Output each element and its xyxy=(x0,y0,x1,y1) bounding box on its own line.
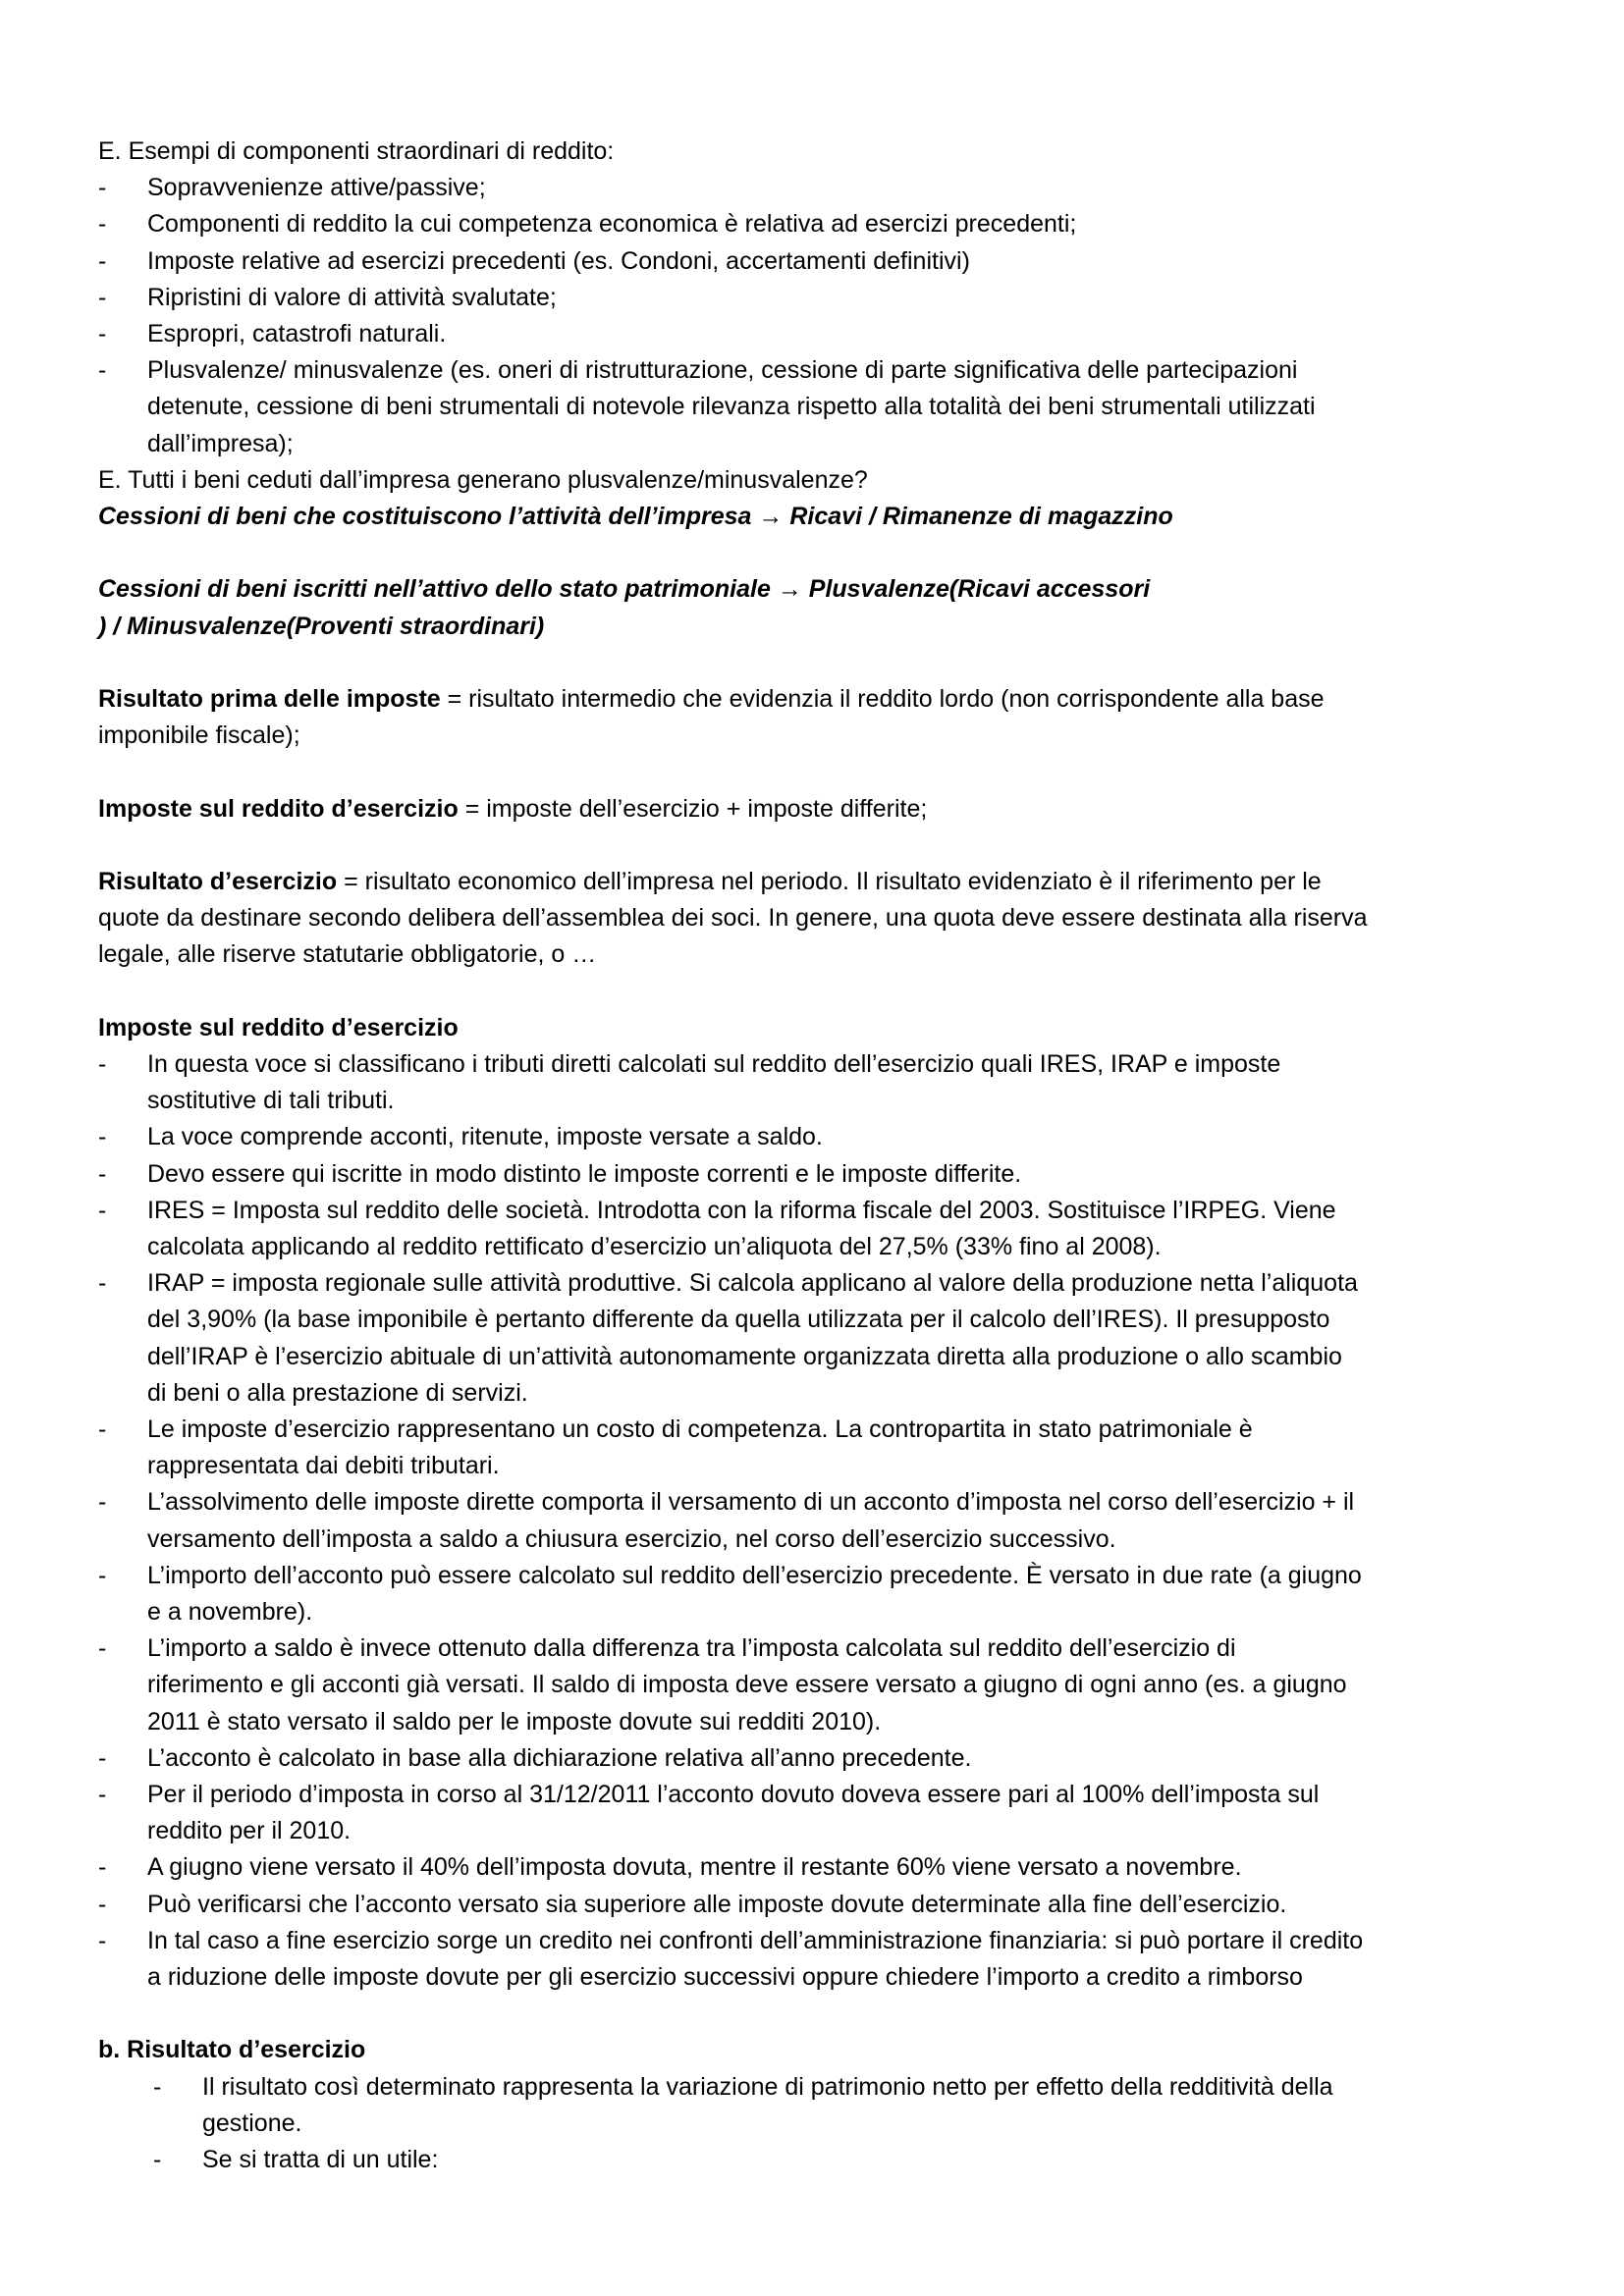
cessioni-attivo-continuation: ) / Minusvalenze(Proventi straordinari) xyxy=(98,612,545,640)
list-item xyxy=(98,1119,1532,1155)
list-item-line: Devo essere qui iscritte in modo distinto le imposte correnti e le imposte differite. xyxy=(147,1159,1022,1188)
spacer xyxy=(98,754,1532,790)
imposte-section-heading: Imposte sul reddito d’esercizio xyxy=(98,1013,459,1041)
right-arrow-icon: → xyxy=(777,575,802,604)
list-item xyxy=(98,1740,1532,1777)
bullet-dash: - xyxy=(98,1123,107,1151)
cessioni-attivo-result: Plusvalenze(Ricavi accessori xyxy=(808,575,1151,604)
list-item-text xyxy=(147,1849,1532,1886)
list-item xyxy=(98,1777,1532,1849)
list-item-line: IRAP = imposta regionale sulle attività produttive. Si calcola applicano al valore della produzione netta l’aliquota xyxy=(147,1269,1358,1298)
bullet-dash: - xyxy=(98,174,107,202)
definition-text: = risultato intermedio che evidenzia il reddito lordo (non corrispondente alla base xyxy=(440,685,1325,714)
list-item xyxy=(98,280,1532,316)
list-item xyxy=(98,170,1532,206)
bullet-dash: - xyxy=(98,1781,107,1809)
list-item xyxy=(98,243,1532,280)
bullet-dash: - xyxy=(98,1634,107,1663)
spacer xyxy=(98,645,1532,681)
list-item-line: Plusvalenze/ minusvalenze (es. oneri di ristrutturazione, cessione di parte significativa delle partecipazioni xyxy=(147,356,1298,385)
list-item-text xyxy=(147,1412,1532,1484)
bullet-dash: - xyxy=(98,1415,107,1444)
list-item xyxy=(98,1193,1532,1265)
cessioni-attivita-result: Ricavi / Rimanenze di magazzino xyxy=(789,503,1173,531)
list-item-line: Le imposte d’esercizio rappresentano un costo di competenza. La contropartita in stato patrimoniale è xyxy=(147,1415,1253,1444)
list-item-line: sostitutive di tali tributi. xyxy=(147,1087,395,1115)
bullet-dash: - xyxy=(98,1159,107,1188)
section-e2-heading: E. Tutti i beni ceduti dall’impresa generano plusvalenze/minusvalenze? xyxy=(98,465,868,494)
list-item-text xyxy=(147,1484,1532,1557)
list-item-text xyxy=(147,1046,1532,1119)
list-item-text xyxy=(147,1923,1532,1996)
list-item-line: calcolata applicando al reddito rettificato d’esercizio un’aliquota del 27,5% (33% fino al 2008). xyxy=(147,1233,1162,1261)
list-item-line: L’importo a saldo è invece ottenuto dalla differenza tra l’imposta calcolata sul reddito dell’esercizio di xyxy=(147,1634,1236,1663)
list-item-line: L’acconto è calcolato in base alla dichiarazione relativa all’anno precedente. xyxy=(147,1743,972,1772)
list-item xyxy=(98,1887,1532,1923)
list-item-line: 2011 è stato versato il saldo per le imposte dovute sui redditi 2010). xyxy=(147,1707,882,1735)
list-item-text xyxy=(147,1265,1532,1412)
bullet-dash: - xyxy=(98,1269,107,1298)
definition-text: quote da destinare secondo delibera dell’assemblea dei soci. In genere, una quota deve essere destinata alla riserva xyxy=(98,904,1368,933)
list-item xyxy=(98,1412,1532,1484)
bullet-dash: - xyxy=(98,1050,107,1078)
list-item-line: a riduzione delle imposte dovute per gli esercizio successivi oppure chiedere l’importo a credito a rimborso xyxy=(147,1963,1303,1992)
list-item-text xyxy=(147,1630,1532,1740)
list-item-text xyxy=(147,1558,1532,1630)
list-item-line: L’importo dell’acconto può essere calcolato sul reddito dell’esercizio precedente. È versato in due rate (a giugno xyxy=(147,1561,1362,1589)
bullet-dash: - xyxy=(98,246,107,275)
list-item xyxy=(98,1484,1532,1557)
section-e1-heading: E. Esempi di componenti straordinari di reddito: xyxy=(98,137,615,165)
list-item xyxy=(98,1923,1532,1996)
list-item-text xyxy=(202,2069,1532,2142)
imposte-section-list xyxy=(98,1046,1532,1996)
list-item-line: Se si tratta di un utile: xyxy=(202,2146,439,2174)
list-item-line: detenute, cessione di beni strumentali di notevole rilevanza rispetto alla totalità dei beni strumentali utilizzati xyxy=(147,393,1316,421)
list-item-line: In questa voce si classificano i tributi diretti calcolati sul reddito dell’esercizio quali IRES, IRAP e imposte xyxy=(147,1050,1281,1078)
list-item-line: L’assolvimento delle imposte dirette comporta il versamento di un acconto d’imposta nel corso dell’esercizio + il xyxy=(147,1488,1355,1517)
list-item-line: riferimento e gli acconti già versati. Il saldo di imposta deve essere versato a giugno di ogni anno (es. a giugno xyxy=(147,1671,1347,1699)
list-item xyxy=(98,1630,1532,1740)
list-item-line: gestione. xyxy=(202,2109,302,2137)
list-item-text xyxy=(147,206,1532,242)
list-item-text xyxy=(147,1193,1532,1265)
list-item-text xyxy=(147,316,1532,352)
list-item xyxy=(98,352,1532,462)
list-item-line: Per il periodo d’imposta in corso al 31/12/2011 l’acconto dovuto doveva essere pari al 100% dell’imposta sul xyxy=(147,1781,1320,1809)
list-item-line: versamento dell’imposta a saldo a chiusura esercizio, nel corso dell’esercizio successivo. xyxy=(147,1524,1116,1553)
definition-term: Risultato d’esercizio xyxy=(98,868,338,895)
list-item-line: del 3,90% (la base imponibile è pertanto differente da quella utilizzata per il calcolo dell’IRES). Il presupposto xyxy=(147,1306,1330,1334)
spacer xyxy=(98,535,1532,571)
list-item-text xyxy=(147,352,1532,462)
cessioni-attivita-line xyxy=(98,499,1532,535)
bullet-dash: - xyxy=(98,1561,107,1589)
definition-risultato-prima xyxy=(98,681,1532,754)
definition-text: imponibile fiscale); xyxy=(98,721,300,750)
list-item-text xyxy=(147,1156,1532,1193)
list-item-line: reddito per il 2010. xyxy=(147,1817,352,1845)
list-item xyxy=(98,206,1532,242)
list-item xyxy=(98,316,1532,352)
list-item xyxy=(98,1265,1532,1412)
list-item-text xyxy=(147,1740,1532,1777)
list-item-line: Ripristini di valore di attività svalutate; xyxy=(147,283,557,311)
definition-term: Risultato prima delle imposte xyxy=(98,685,441,714)
bullet-dash: - xyxy=(98,1890,107,1918)
list-item xyxy=(98,1156,1532,1193)
list-item-line: dall’impresa); xyxy=(147,429,294,457)
bullet-dash: - xyxy=(98,1853,107,1882)
definition-text: = risultato economico dell’impresa nel periodo. Il risultato evidenziato è il riferimento per le xyxy=(337,868,1322,895)
list-item-text xyxy=(202,2142,1532,2178)
list-item-line: A giugno viene versato il 40% dell’imposta dovuta, mentre il restante 60% viene versato a novembre. xyxy=(147,1853,1242,1882)
document-content xyxy=(98,133,1532,2178)
list-item-line: rappresentata dai debiti tributari. xyxy=(147,1452,500,1480)
list-item-line: La voce comprende acconti, ritenute, imposte versate a saldo. xyxy=(147,1123,823,1151)
section-e1-list xyxy=(98,170,1532,462)
list-item-line: di beni o alla prestazione di servizi. xyxy=(147,1378,528,1407)
cessioni-attivo-label: Cessioni di beni iscritti nell’attivo dello stato patrimoniale xyxy=(98,575,771,604)
list-item-text xyxy=(147,1777,1532,1849)
risultato-section-list xyxy=(98,2069,1532,2179)
list-item-text xyxy=(147,1119,1532,1155)
bullet-dash: - xyxy=(98,1196,107,1224)
right-arrow-icon: → xyxy=(758,503,784,531)
spacer xyxy=(98,828,1532,864)
list-item-line: Il risultato così determinato rappresenta la variazione di patrimonio netto per effetto della redditività della xyxy=(202,2072,1333,2101)
list-item-line: IRES = Imposta sul reddito delle società. Introdotta con la riforma fiscale del 2003. Sostituisce l’IRPEG. Viene xyxy=(147,1196,1336,1224)
bullet-dash: - xyxy=(98,210,107,239)
definition-text: legale, alle riserve statutarie obbligatorie, o … xyxy=(98,940,597,969)
cessioni-attivo-line xyxy=(98,571,1532,608)
list-item xyxy=(98,1046,1532,1119)
list-item-line: In tal caso a fine esercizio sorge un credito nei confronti dell’amministrazione finanziaria: si può portare il credito xyxy=(147,1926,1364,1954)
list-item-line: Espropri, catastrofi naturali. xyxy=(147,320,447,348)
list-item-line: Imposte relative ad esercizi precedenti (es. Condoni, accertamenti definitivi) xyxy=(147,246,970,275)
cessioni-attivita-label: Cessioni di beni che costituiscono l’attività dell’impresa xyxy=(98,503,752,531)
definition-text: = imposte dell’esercizio + imposte differite; xyxy=(458,794,928,823)
bullet-dash: - xyxy=(98,1926,107,1954)
definition-term: Imposte sul reddito d’esercizio xyxy=(98,794,459,823)
list-item-text xyxy=(147,280,1532,316)
list-item-line: Sopravvenienze attive/passive; xyxy=(147,174,486,202)
bullet-dash: - xyxy=(98,320,107,348)
bullet-dash: - xyxy=(153,2072,162,2101)
list-item-text xyxy=(147,1887,1532,1923)
list-item xyxy=(153,2142,1532,2178)
bullet-dash: - xyxy=(98,1488,107,1517)
list-item xyxy=(98,1558,1532,1630)
list-item-line: Componenti di reddito la cui competenza economica è relativa ad esercizi precedenti; xyxy=(147,210,1077,239)
bullet-dash: - xyxy=(98,1743,107,1772)
definition-risultato-esercizio xyxy=(98,864,1532,974)
list-item xyxy=(98,1849,1532,1886)
list-item-text xyxy=(147,170,1532,206)
list-item-text xyxy=(147,243,1532,280)
definition-imposte-reddito xyxy=(98,791,1532,828)
list-item xyxy=(153,2069,1532,2142)
list-item-line: dell’IRAP è l’esercizio abituale di un’attività autonomamente organizzata diretta alla produzione o allo scambio xyxy=(147,1342,1342,1370)
list-item-line: Può verificarsi che l’acconto versato sia superiore alle imposte dovute determinate alla fine dell’esercizio. xyxy=(147,1890,1287,1918)
spacer xyxy=(98,974,1532,1010)
bullet-dash: - xyxy=(98,283,107,311)
bullet-dash: - xyxy=(98,356,107,385)
risultato-section-heading: b. Risultato d’esercizio xyxy=(98,2036,366,2064)
list-item-line: e a novembre). xyxy=(147,1598,313,1627)
bullet-dash: - xyxy=(153,2146,162,2174)
spacer xyxy=(98,1996,1532,2032)
